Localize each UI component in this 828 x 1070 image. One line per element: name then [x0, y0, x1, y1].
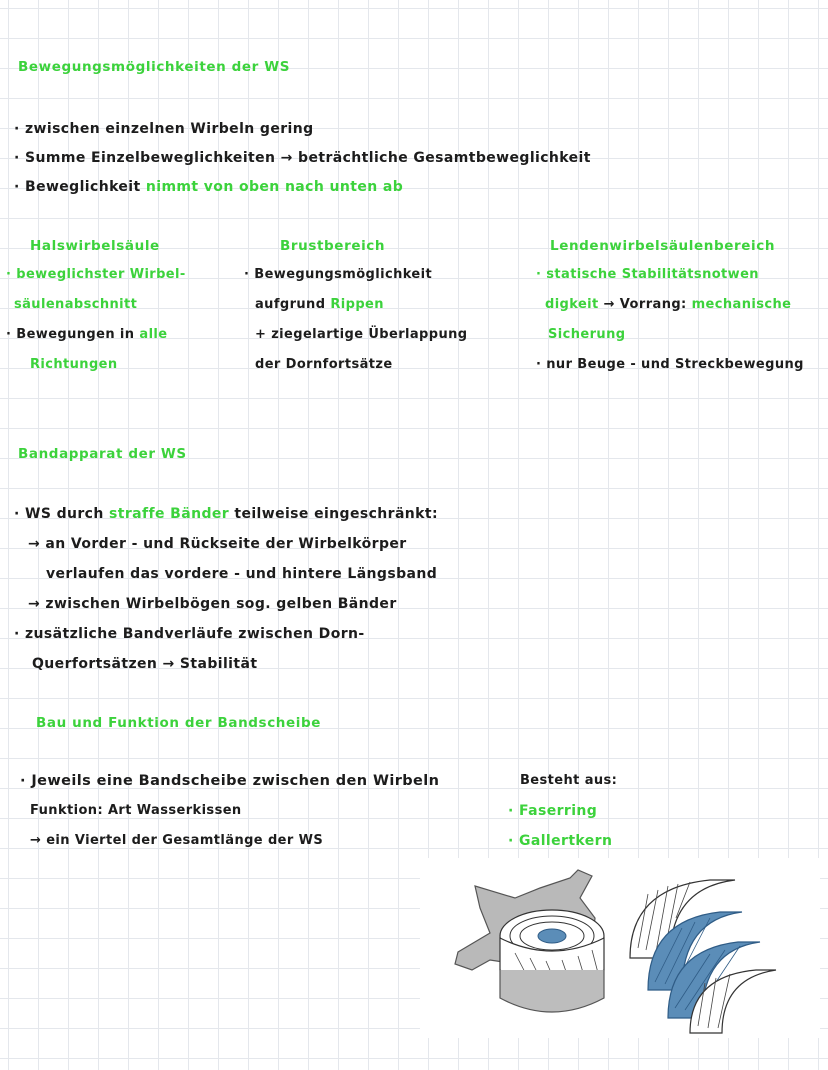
- lws-line-1: · statische Stabilitätsnotwen: [536, 267, 759, 282]
- bws-line-4: der Dornfortsätze: [255, 357, 393, 372]
- ligaments-line-1-highlight: straffe Bänder: [109, 506, 230, 522]
- hws-line-4: Richtungen: [30, 357, 118, 372]
- bws-line-1: · Bewegungsmöglichkeit: [244, 267, 433, 282]
- ligaments-line-2: → an Vorder - und Rückseite der Wirbelkörper: [28, 536, 407, 552]
- ligaments-line-1: [14, 505, 438, 523]
- ligaments-line-4: → zwischen Wirbelbögen sog. gelben Bänder: [28, 596, 397, 612]
- hws-line-2: säulenabschnitt: [14, 297, 138, 312]
- ligaments-line-6: Querfortsätzen → Stabilität: [32, 656, 258, 672]
- disc-consists-label: Besteht aus:: [520, 773, 618, 788]
- ligaments-line-1-text: · WS durch: [14, 506, 104, 522]
- movement-bullet-3-text: · Beweglichkeit: [14, 179, 141, 195]
- hws-line-3-text: · Bewegungen in: [6, 327, 135, 342]
- disc-line-1: · Jeweils eine Bandscheibe zwischen den Wirbeln: [20, 773, 440, 789]
- section-title-movement: Bewegungsmöglichkeiten der WS: [18, 59, 291, 75]
- disc-consists-item-2: · Gallertkern: [508, 833, 613, 849]
- hws-line-3: [6, 326, 168, 344]
- bws-line-2: [255, 296, 384, 314]
- ligaments-line-3: verlaufen das vordere - und hintere Längsband: [46, 566, 438, 582]
- lws-line-2-highlight-2: mechanische: [691, 297, 792, 312]
- ligaments-line-5: · zusätzliche Bandverläufe zwischen Dorn-: [14, 626, 365, 642]
- lws-line-2: [545, 296, 791, 314]
- movement-bullet-2: · Summe Einzelbeweglichkeiten → beträchtliche Gesamtbeweglichkeit: [14, 150, 591, 166]
- lws-line-2-text: → Vorrang:: [603, 297, 687, 312]
- ligaments-line-1-suffix: teilweise eingeschränkt:: [234, 506, 438, 522]
- section-title-disc: Bau und Funktion der Bandscheibe: [36, 715, 322, 731]
- section-title-ligaments: Bandapparat der WS: [18, 446, 187, 462]
- lws-heading: Lendenwirbelsäulenbereich: [550, 238, 776, 254]
- disc-line-2: Funktion: Art Wasserkissen: [30, 803, 242, 818]
- intervertebral-disc-illustration: [420, 858, 820, 1038]
- bws-line-2-text: aufgrund: [255, 297, 326, 312]
- bws-line-3: + ziegelartige Überlappung: [255, 327, 468, 342]
- lws-line-3: Sicherung: [548, 327, 626, 342]
- disc-line-3: → ein Viertel der Gesamtlänge der WS: [30, 833, 324, 848]
- lws-line-2-highlight: digkeit: [545, 297, 599, 312]
- bws-line-2-highlight: Rippen: [330, 297, 384, 312]
- hws-heading: Halswirbelsäule: [30, 238, 160, 254]
- movement-bullet-3-highlight: nimmt von oben nach unten ab: [145, 179, 404, 195]
- hws-line-1: · beweglichster Wirbel-: [6, 267, 186, 282]
- bws-heading: Brustbereich: [280, 238, 386, 254]
- lws-line-4: · nur Beuge - und Streckbewegung: [536, 357, 804, 372]
- movement-bullet-1: · zwischen einzelnen Wirbeln gering: [14, 121, 314, 137]
- hws-line-3-highlight: alle: [139, 327, 168, 342]
- disc-consists-item-1: · Faserring: [508, 803, 598, 819]
- movement-bullet-3: [14, 178, 403, 196]
